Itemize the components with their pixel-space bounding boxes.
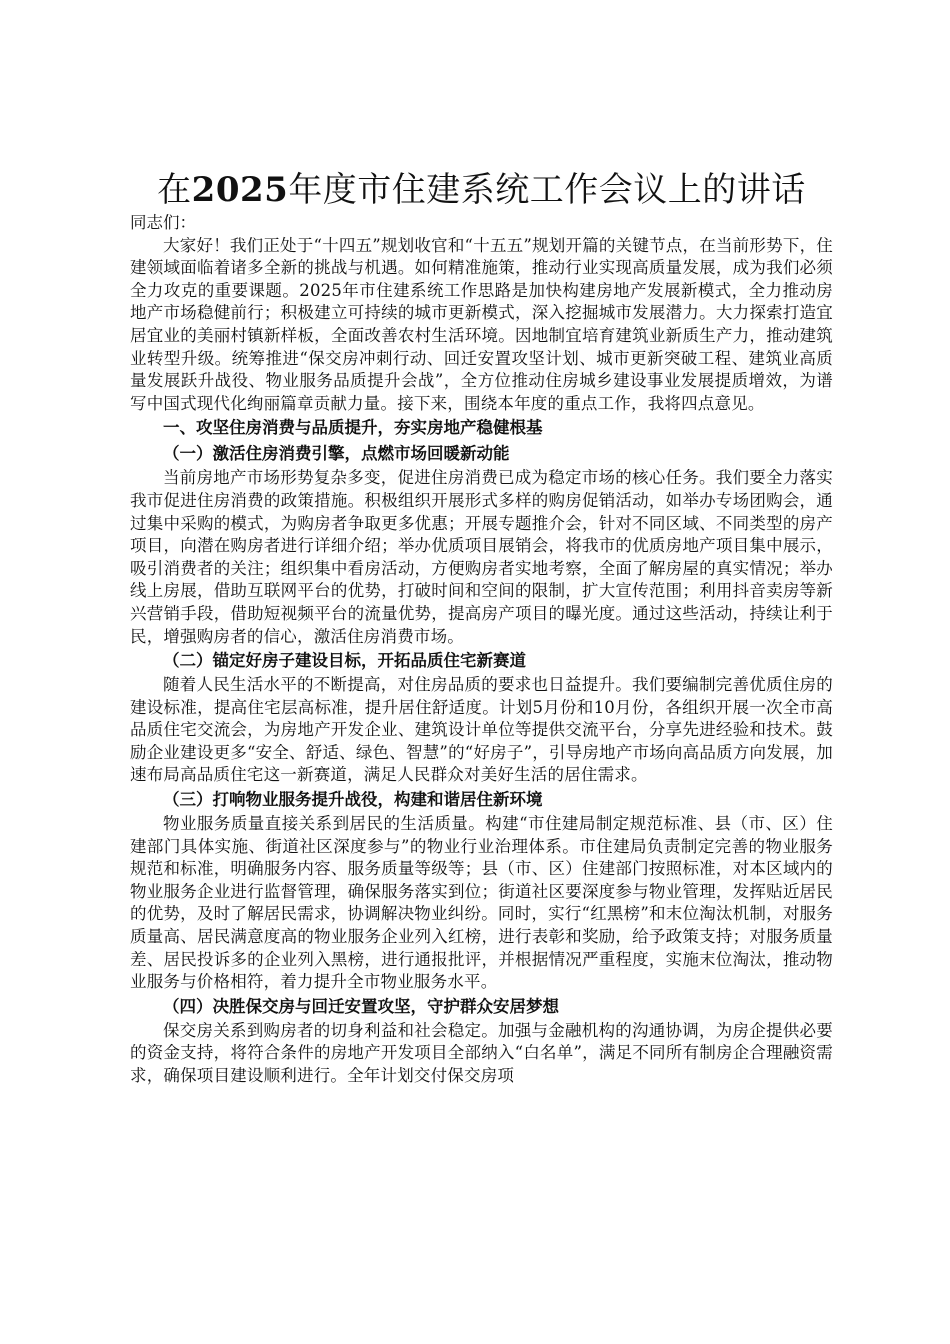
document-page [130, 168, 833, 1088]
subsection-heading-2: （二）锚定好房子建设目标，开拓品质住宅新赛道 [163, 651, 526, 671]
document-title [130, 168, 833, 212]
title-suffix: 年度市住建系统工作会议上的讲话 [288, 170, 806, 210]
intro-paragraph: 大家好！我们正处于“十四五”规划收官和“十五五”规划开篇的关键节点，在当前形势下，住建领域面临着诸多全新的挑战与机遇。如何精准施策，推动行业实现高质量发展，成为我们必须全力攻克的重要课题。2025年市住建系统工作思路是加快构建房地产发展新模式，全力推动房地产市场稳健前行；积极建立可持续的城市更新模式，深入挖掘城市发展潜力。大力探索打造宜居宜业的美丽村镇新样板，全面改善农村生活环境。因地制宜培育建筑业新质生产力，推动建筑业转型升级。统筹推进“保交房冲刺行动、回迁安置攻坚计划、城市更新突破工程、建筑业高质量发展跃升战役、物业服务品质提升会战”，全方位推动住房城乡建设事业发展提质增效，为谱写中国式现代化绚丽篇章贡献力量。接下来，围绕本年度的重点工作，我将四点意见。 [130, 235, 833, 413]
title-prefix: 在 [157, 170, 192, 210]
subsection-heading-4: （四）决胜保交房与回迁安置攻坚，守护群众安居梦想 [163, 996, 559, 1016]
subsection-paragraph-3: 物业服务质量直接关系到居民的生活质量。构建“市住建局制定规范标准、县（市、区）住建部门具体实施、街道社区深度参与”的物业行业治理体系。市住建局负责制定完善的物业服务规范和标准，明确服务内容、服务质量等级等；县（市、区）住建部门按照标准，对本区域内的物业服务企业进行监督管理，确保服务落实到位；街道社区要深度参与物业管理，发挥贴近居民的优势，及时了解居民需求，协调解决物业纠纷。同时，实行“红黑榜”和末位淘汰机制，对服务质量高、居民满意度高的物业服务企业列入红榜，进行表彰和奖励，给予政策支持；对服务质量差、居民投诉多的企业列入黑榜，进行通报批评，并根据情况严重程度，实施末位淘汰，推动物业服务与价格相符，着力提升全市物业服务水平。 [130, 814, 833, 992]
subsection-paragraph-2: 随着人民生活水平的不断提高，对住房品质的要求也日益提升。我们要编制完善优质住房的建设标准，提高住宅层高标准，提升居住舒适度。计划5月份和10月份，各组织开展一次全市高品质住宅交流会，为房地产开发企业、建筑设计单位等提供交流平台，分享先进经验和技术。鼓励企业建设更多“安全、舒适、绿色、智慧”的“好房子”，引导房地产市场向高品质方向发展，加速布局高品质住宅这一新赛道，满足人民群众对美好生活的居住需求。 [130, 675, 833, 785]
title-year: 2025 [191, 170, 289, 210]
salutation: 同志们： [130, 213, 196, 232]
subsection-heading-1: （一）激活住房消费引擎，点燃市场回暖新动能 [163, 444, 510, 464]
subsection-paragraph-4: 保交房关系到购房者的切身利益和社会稳定。加强与金融机构的沟通协调，为房企提供必要的资金支持，将符合条件的房地产开发项目全部纳入“白名单”，满足不同所有制房企合理融资需求，确保项目建设顺利进行。全年计划交付保交房项 [130, 1020, 833, 1085]
section-heading-1: 一、攻坚住房消费与品质提升，夯实房地产稳健根基 [163, 418, 543, 438]
subsection-heading-3: （三）打响物业服务提升战役，构建和谐居住新环境 [163, 790, 543, 810]
subsection-paragraph-1: 当前房地产市场形势复杂多变，促进住房消费已成为稳定市场的核心任务。我们要全力落实我市促进住房消费的政策措施。积极组织开展形式多样的购房促销活动，如举办专场团购会，通过集中采购的模式，为购房者争取更多优惠；开展专题推介会，针对不同区域、不同类型的房产项目，向潜在购房者进行详细介绍；举办优质项目展销会，将我市的优质房地产项目集中展示，吸引消费者的关注；组织集中看房活动，方便购房者实地考察，全面了解房屋的真实情况；举办线上房展，借助互联网平台的优势，打破时间和空间的限制，扩大宣传范围；利用抖音卖房等新兴营销手段，借助短视频平台的流量优势，提高房产项目的曝光度。通过这些活动，持续让利于民，增强购房者的信心，激活住房消费市场。 [130, 468, 833, 646]
